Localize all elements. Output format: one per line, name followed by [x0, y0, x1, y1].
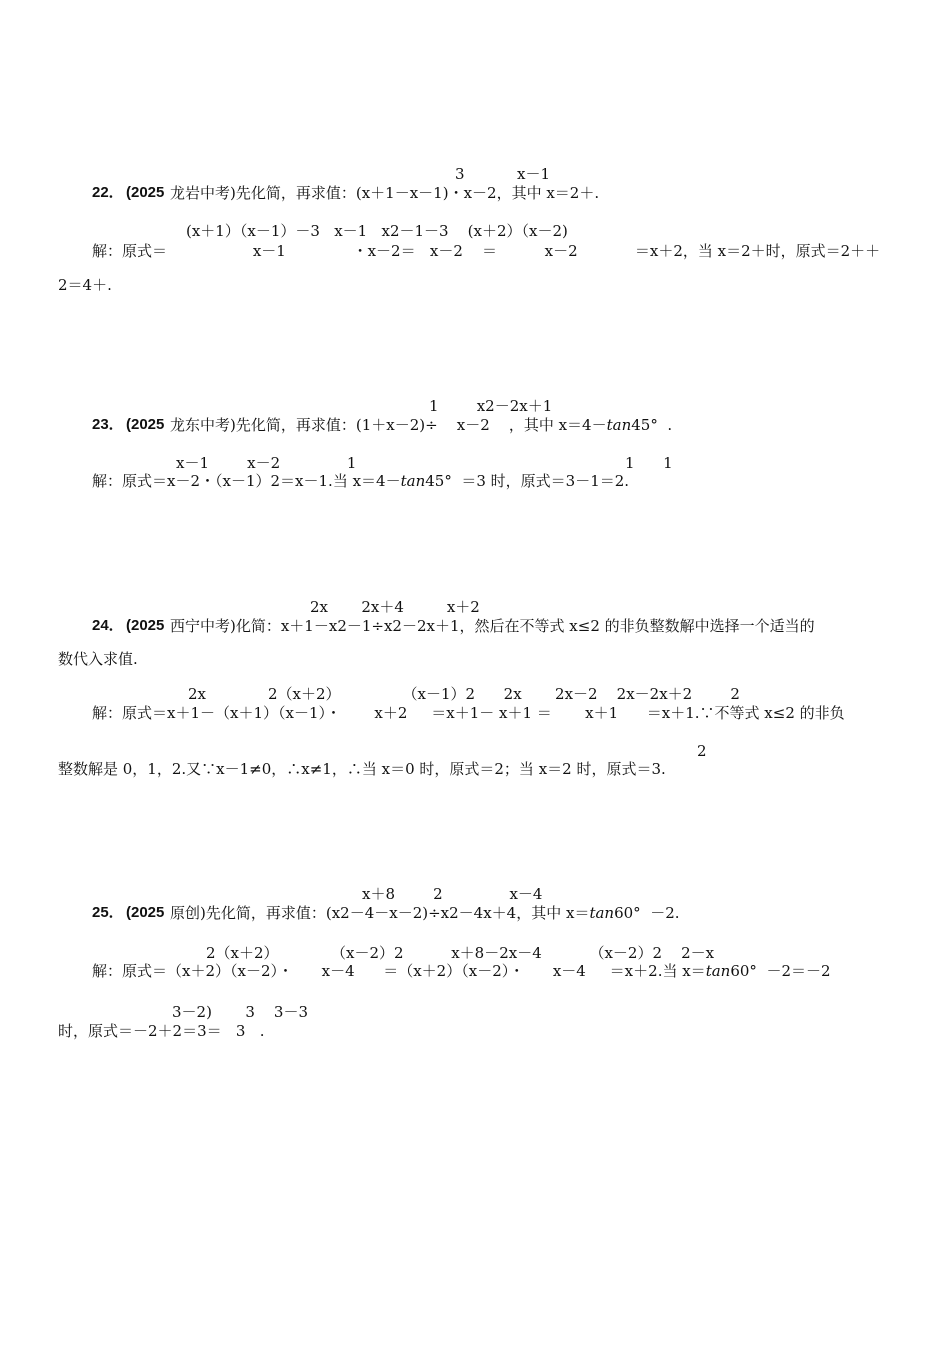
p25-question — [170, 904, 680, 922]
p23-question-text: 龙东中考)先化简，再求值：(1＋x－2)÷ x－2 ，其中 x＝4－ — [170, 416, 607, 434]
p24-solution: 解：原式＝x＋1－（x＋1）（x－1）・ x＋2 ＝x＋1－ x＋1 ＝ x＋1 ＝x＋1.∵不等式 x≤2 的非负 — [92, 704, 845, 722]
p23-solution-text: 解：原式＝x－2・（x－1）2＝x－1.当 x＝4－ — [92, 472, 401, 490]
p23-solution-tan: tan — [400, 472, 426, 490]
p22-solution-numerators: (x＋1）（x－1）－3 x－1 x2－1－3 (x＋2）（x－2) — [186, 222, 568, 240]
p24-solution-end: 整数解是 0，1，2.又∵x－1≠0，∴x≠1，∴当 x＝0 时，原式＝2；当 x＝2 时，原式＝3. — [58, 760, 666, 778]
p23-solution-numerators: x－1 x－2 1 — [176, 454, 357, 472]
p25-question-text: 原创)先化简，再求值：(x2－4－x－2)÷x2－4x＋4，其中 x＝ — [170, 904, 590, 922]
p24-number: 24． — [92, 617, 124, 634]
p25-solution-end: 时，原式＝－2＋2＝3＝ 3 . — [58, 1022, 265, 1040]
p23-question — [170, 416, 672, 434]
p24-solution-numerator-2: 2 — [697, 742, 707, 760]
p25-solution-tan: tan — [705, 962, 731, 980]
p22-question: 龙岩中考)先化简，再求值：(x＋1－x－1)・x－2，其中 x＝2＋. — [170, 184, 600, 202]
p25-source-year: (2025 — [126, 904, 165, 921]
p23-fraction-numerators: 1 x2－2x＋1 — [429, 397, 553, 415]
p25-solution-numerators-2: 3－2) 3 3－3 — [172, 1003, 309, 1021]
p22-number: 22． — [92, 184, 124, 201]
p25-number: 25． — [92, 904, 124, 921]
p22-source-year: (2025 — [126, 184, 165, 201]
p23-solution-numerators-2: 1 1 — [625, 454, 673, 472]
p23-solution-angle: 45° ＝3 时，原式＝3－1＝2. — [425, 472, 630, 490]
p23-question-angle: 45° . — [631, 416, 673, 434]
p25-solution-angle: 60° －2＝－2 — [730, 962, 831, 980]
p24-solution-numerators: 2x 2（x＋2） （x－1）2 2x 2x－2 2x－2x＋2 2 — [188, 685, 740, 703]
p25-solution-text: 解：原式＝（x＋2）（x－2）・ x－4 ＝（x＋2）（x－2）・ x－4 ＝x＋2.当 x＝ — [92, 962, 706, 980]
p23-tan: tan — [606, 416, 632, 434]
p23-number: 23． — [92, 416, 124, 433]
p23-solution — [92, 472, 629, 490]
p24-question: 西宁中考)化简：x＋1－x2－1÷x2－2x＋1，然后在不等式 x≤2 的非负整数解中选择一个适当的 — [170, 617, 815, 635]
p23-source-year: (2025 — [126, 416, 165, 433]
p24-fraction-numerators: 2x 2x＋4 x＋2 — [310, 598, 480, 616]
p22-solution: 解：原式＝ x－1 ・x－2＝ x－2 ＝ x－2 ＝x＋2，当 x＝2＋时，原式＝2＋＋ — [92, 242, 881, 260]
p25-solution-numerators: 2（x＋2） （x－2）2 x＋8－2x－4 （x－2）2 2－x — [206, 944, 715, 962]
p25-solution — [92, 962, 831, 980]
p22-solution-end: 2＝4＋. — [58, 276, 112, 294]
p24-question-end: 数代入求值. — [58, 650, 138, 668]
p24-source-year: (2025 — [126, 617, 165, 634]
p25-fraction-numerators: x＋8 2 x－4 — [362, 885, 543, 903]
p25-tan: tan — [589, 904, 615, 922]
p25-question-angle: 60° －2. — [614, 904, 680, 922]
p22-fraction-numerators: 3 x－1 — [455, 165, 550, 183]
